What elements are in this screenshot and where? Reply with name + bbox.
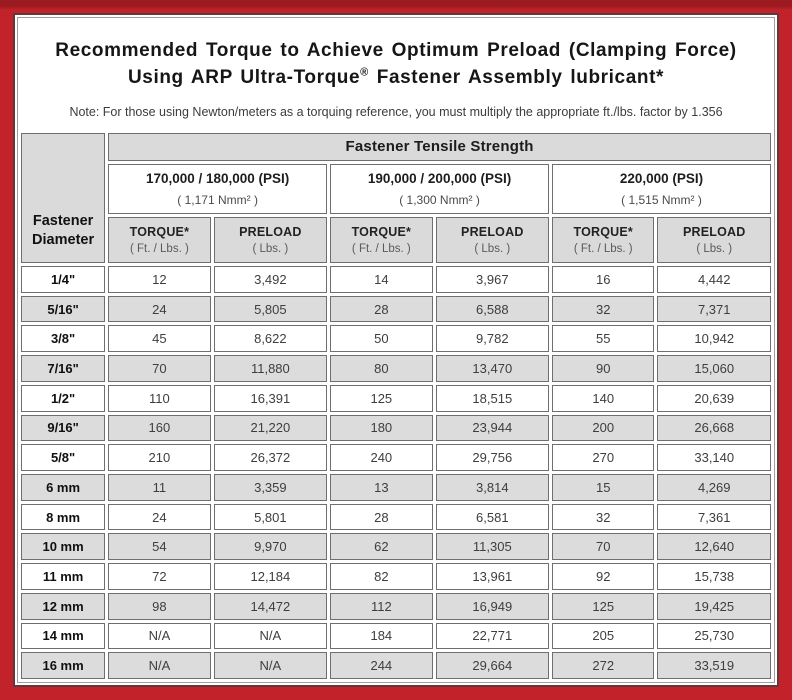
- preload-value-cell: 3,967: [436, 266, 549, 293]
- torque-value-cell: 205: [552, 623, 654, 650]
- table-row: [21, 652, 771, 679]
- torque-unit: ( Ft. / Lbs. ): [573, 242, 633, 255]
- torque-value-cell: 180: [330, 415, 432, 442]
- torque-value-cell: 32: [552, 504, 654, 531]
- preload-value-cell: 10,942: [657, 325, 771, 352]
- diameter-cell: 6 mm: [21, 474, 105, 501]
- diameter-cell: 5/8": [21, 444, 105, 471]
- torque-value-cell: 62: [330, 533, 432, 560]
- outer-frame: [13, 13, 779, 687]
- preload-value-cell: 12,640: [657, 533, 771, 560]
- torque-value-cell: 28: [330, 296, 432, 323]
- table-row: [21, 533, 771, 560]
- preload-value-cell: 5,801: [214, 504, 327, 531]
- torque-value-cell: 110: [108, 385, 210, 412]
- nmm-label: ( 1,515 Nmm² ): [621, 192, 702, 207]
- preload-value-cell: 4,442: [657, 266, 771, 293]
- preload-value-cell: 11,880: [214, 355, 327, 382]
- note-text: Note: For those using Newton/meters as a torquing reference, you must multiply the appropriate ft./lbs. factor by 1.356: [69, 104, 723, 119]
- psi-label: 170,000 / 180,000 (PSI): [145, 170, 290, 186]
- torque-value-cell: N/A: [108, 652, 210, 679]
- torque-value-cell: 184: [330, 623, 432, 650]
- preload-value-cell: 15,060: [657, 355, 771, 382]
- torque-value-cell: 200: [552, 415, 654, 442]
- preload-value-cell: N/A: [214, 623, 327, 650]
- corner-header-fastener-diameter: Fastener Diameter: [21, 133, 105, 263]
- preload-value-cell: 26,372: [214, 444, 327, 471]
- torque-spec-table: [18, 130, 774, 682]
- registered-trademark-symbol: ®: [360, 66, 369, 79]
- preload-value-cell: 19,425: [657, 593, 771, 620]
- preload-value-cell: 3,814: [436, 474, 549, 501]
- torque-value-cell: 210: [108, 444, 210, 471]
- preload-value-cell: 15,738: [657, 563, 771, 590]
- preload-label: PRELOAD: [239, 224, 302, 239]
- torque-value-cell: 270: [552, 444, 654, 471]
- preload-value-cell: 7,371: [657, 296, 771, 323]
- torque-value-cell: 55: [552, 325, 654, 352]
- preload-value-cell: 9,782: [436, 325, 549, 352]
- preload-unit: ( Lbs. ): [474, 242, 511, 255]
- torque-label: TORQUE*: [129, 224, 190, 239]
- preload-value-cell: 21,220: [214, 415, 327, 442]
- table-row: [21, 623, 771, 650]
- psi-label: 220,000 (PSI): [619, 170, 704, 186]
- torque-value-cell: 70: [108, 355, 210, 382]
- title-line-1: Recommended Torque to Achieve Optimum Preload (Clamping Force): [55, 40, 737, 61]
- torque-value-cell: 11: [108, 474, 210, 501]
- title-line-2: Using ARP Ultra-Torque® Fastener Assembly lubricant*: [127, 66, 665, 88]
- content-box: [17, 17, 775, 683]
- psi-label: 190,000 / 200,000 (PSI): [367, 170, 512, 186]
- column-header-torque-1: [108, 217, 210, 263]
- preload-value-cell: 33,519: [657, 652, 771, 679]
- diameter-cell: 1/2": [21, 385, 105, 412]
- torque-value-cell: 82: [330, 563, 432, 590]
- torque-value-cell: N/A: [108, 623, 210, 650]
- torque-value-cell: 15: [552, 474, 654, 501]
- torque-value-cell: 24: [108, 504, 210, 531]
- column-header-preload-2: [436, 217, 549, 263]
- preload-value-cell: 3,492: [214, 266, 327, 293]
- strength-group-220: [552, 164, 771, 214]
- preload-value-cell: 23,944: [436, 415, 549, 442]
- table-row: [21, 593, 771, 620]
- diameter-cell: 16 mm: [21, 652, 105, 679]
- strength-group-170-180: [108, 164, 327, 214]
- diameter-cell: 10 mm: [21, 533, 105, 560]
- preload-value-cell: 5,805: [214, 296, 327, 323]
- torque-value-cell: 54: [108, 533, 210, 560]
- table-body: [21, 266, 771, 679]
- torque-value-cell: 98: [108, 593, 210, 620]
- preload-value-cell: 22,771: [436, 623, 549, 650]
- preload-value-cell: 6,588: [436, 296, 549, 323]
- preload-value-cell: 29,664: [436, 652, 549, 679]
- torque-value-cell: 70: [552, 533, 654, 560]
- torque-value-cell: 244: [330, 652, 432, 679]
- nmm-label: ( 1,171 Nmm² ): [177, 192, 258, 207]
- preload-value-cell: 16,391: [214, 385, 327, 412]
- torque-label: TORQUE*: [573, 224, 633, 239]
- torque-value-cell: 32: [552, 296, 654, 323]
- torque-value-cell: 16: [552, 266, 654, 293]
- title-block: [18, 18, 774, 130]
- torque-value-cell: 140: [552, 385, 654, 412]
- diameter-cell: 12 mm: [21, 593, 105, 620]
- torque-value-cell: 72: [108, 563, 210, 590]
- preload-value-cell: 33,140: [657, 444, 771, 471]
- table-row: [21, 563, 771, 590]
- preload-value-cell: 13,470: [436, 355, 549, 382]
- torque-value-cell: 14: [330, 266, 432, 293]
- preload-value-cell: 29,756: [436, 444, 549, 471]
- preload-value-cell: 18,515: [436, 385, 549, 412]
- column-header-preload-1: [214, 217, 327, 263]
- preload-label: PRELOAD: [461, 224, 524, 239]
- preload-value-cell: 14,472: [214, 593, 327, 620]
- preload-value-cell: 13,961: [436, 563, 549, 590]
- preload-label: PRELOAD: [682, 224, 746, 239]
- preload-value-cell: 9,970: [214, 533, 327, 560]
- preload-value-cell: 7,361: [657, 504, 771, 531]
- torque-value-cell: 112: [330, 593, 432, 620]
- preload-value-cell: N/A: [214, 652, 327, 679]
- strength-group-190-200: [330, 164, 549, 214]
- column-header-torque-3: [552, 217, 654, 263]
- torque-label: TORQUE*: [351, 224, 412, 239]
- preload-value-cell: 8,622: [214, 325, 327, 352]
- torque-value-cell: 45: [108, 325, 210, 352]
- preload-value-cell: 12,184: [214, 563, 327, 590]
- page-title: [30, 38, 762, 92]
- torque-unit: ( Ft. / Lbs. ): [130, 242, 189, 255]
- torque-value-cell: 92: [552, 563, 654, 590]
- torque-value-cell: 28: [330, 504, 432, 531]
- preload-value-cell: 11,305: [436, 533, 549, 560]
- table-row: [21, 296, 771, 323]
- table-row: [21, 266, 771, 293]
- column-header-torque-2: [330, 217, 432, 263]
- preload-value-cell: 4,269: [657, 474, 771, 501]
- torque-value-cell: 24: [108, 296, 210, 323]
- table-row: [21, 444, 771, 471]
- table-row: [21, 474, 771, 501]
- table-row: [21, 504, 771, 531]
- diameter-cell: 7/16": [21, 355, 105, 382]
- diameter-cell: 14 mm: [21, 623, 105, 650]
- torque-value-cell: 272: [552, 652, 654, 679]
- header-fastener-tensile-strength: Fastener Tensile Strength: [108, 133, 771, 161]
- column-header-preload-3: [657, 217, 771, 263]
- torque-value-cell: 50: [330, 325, 432, 352]
- preload-value-cell: 20,639: [657, 385, 771, 412]
- torque-value-cell: 125: [552, 593, 654, 620]
- diameter-cell: 3/8": [21, 325, 105, 352]
- torque-value-cell: 12: [108, 266, 210, 293]
- torque-value-cell: 80: [330, 355, 432, 382]
- torque-value-cell: 125: [330, 385, 432, 412]
- table-row: [21, 385, 771, 412]
- torque-value-cell: 160: [108, 415, 210, 442]
- torque-unit: ( Ft. / Lbs. ): [351, 242, 411, 255]
- diameter-cell: 9/16": [21, 415, 105, 442]
- torque-value-cell: 90: [552, 355, 654, 382]
- preload-unit: ( Lbs. ): [696, 242, 733, 255]
- preload-value-cell: 3,359: [214, 474, 327, 501]
- preload-unit: ( Lbs. ): [252, 242, 289, 255]
- preload-value-cell: 6,581: [436, 504, 549, 531]
- torque-value-cell: 13: [330, 474, 432, 501]
- table-row: [21, 415, 771, 442]
- preload-value-cell: 26,668: [657, 415, 771, 442]
- torque-value-cell: 240: [330, 444, 432, 471]
- diameter-cell: 8 mm: [21, 504, 105, 531]
- diameter-cell: 11 mm: [21, 563, 105, 590]
- diameter-cell: 5/16": [21, 296, 105, 323]
- preload-value-cell: 16,949: [436, 593, 549, 620]
- nmm-label: ( 1,300 Nmm² ): [399, 192, 480, 207]
- diameter-cell: 1/4": [21, 266, 105, 293]
- preload-value-cell: 25,730: [657, 623, 771, 650]
- table-row: [21, 325, 771, 352]
- table-row: [21, 355, 771, 382]
